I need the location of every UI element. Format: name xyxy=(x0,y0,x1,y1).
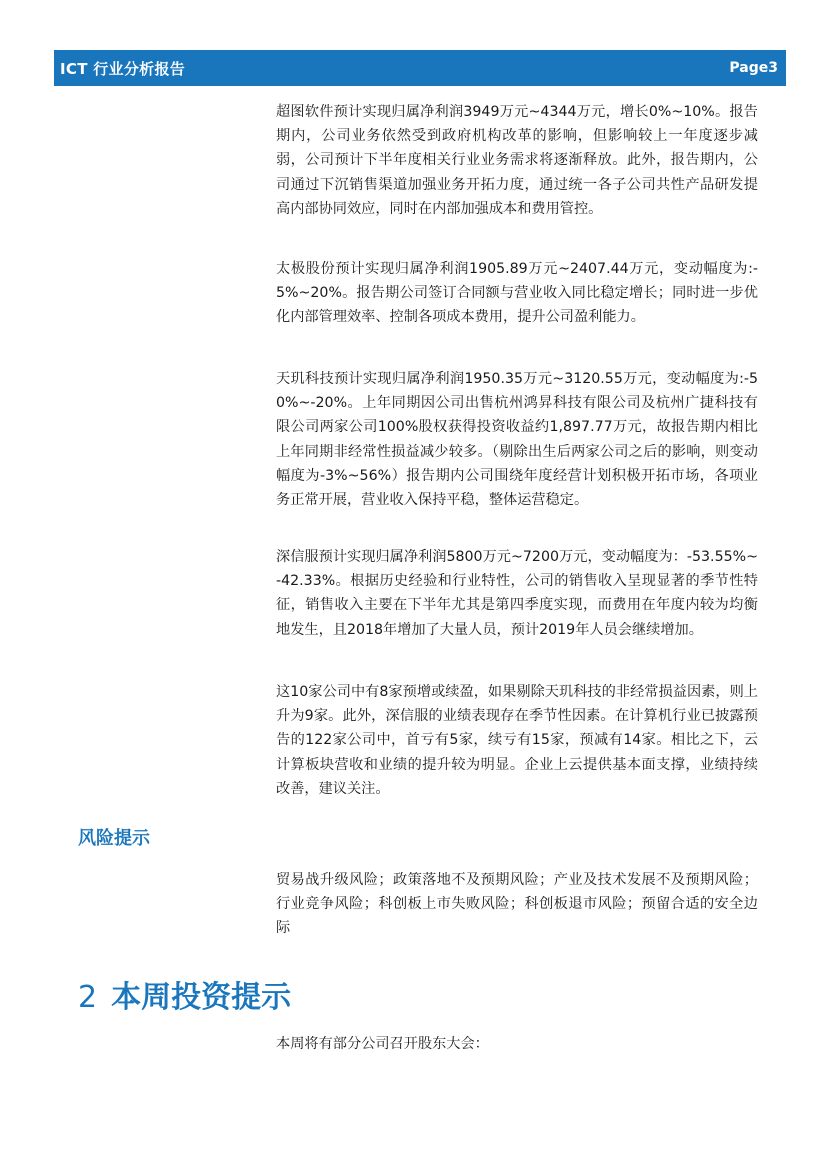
paragraph-supermap: 超图软件预计实现归属净利润3949万元~4344万元，增长0%~10%。报告期内，公司业务依然受到政府机构改革的影响，但影响较上一年度逐步减弱，公司预计下半年度相关行业业务需求将逐渐释放。此外，报告期内，公司通过下沉销售渠道加强业务开拓力度，通过统一各子公司共性产品研发提高内部协同效应，同时在内部加强成本和费用管控。 xyxy=(276,104,758,217)
risk-heading: 风险提示 xyxy=(78,828,150,849)
section-intro-text: 本周将有部分公司召开股东大会： xyxy=(276,1036,489,1052)
page-number: Page3 xyxy=(729,60,778,76)
section-heading xyxy=(78,972,291,1016)
paragraph-sangfor: 深信服预计实现归属净利润5800万元~7200万元，变动幅度为：-53.55%~-42.33%。根据历史经验和行业特性，公司的销售收入呈现显著的季节性特征，销售收入主要在下半年尤其是第四季度实现，而费用在年度内较为均衡地发生，且2018年增加了大量人员，预计2019年人员会继续增加。 xyxy=(276,549,758,638)
report-header-bar xyxy=(54,50,786,86)
section-title: 本周投资提示 xyxy=(111,980,292,1015)
paragraph-tianji: 天玑科技预计实现归属净利润1950.35万元~3120.55万元，变动幅度为:-50%~-20%。上年同期因公司出售杭州鸿昇科技有限公司及杭州广捷科技有限公司两家公司100%股权获得投资收益约1,897.77万元，故报告期内相比上年同期非经常性损益减少较多。（剔除出生后两家公司之后的影响，则变动幅度为-3%~56%）报告期内公司围绕年度经营计划积极开拓市场，各项业务正常开展，营业收入保持平稳，整体运营稳定。 xyxy=(276,371,758,509)
report-title: ICT 行业分析报告 xyxy=(60,59,186,78)
paragraph-summary: 这10家公司中有8家预增或续盈，如果剔除天玑科技的非经常损益因素，则上升为9家。此外，深信服的业绩表现存在季节性因素。在计算机行业已披露预告的122家公司中，首亏有5家，续亏有15家，预减有14家。相比之下，云计算板块营收和业绩的提升较为明显。企业上云提供基本面支撑，业绩持续改善，建议关注。 xyxy=(276,684,758,797)
section-number: 2 xyxy=(78,980,98,1015)
paragraph-taiji: 太极股份预计实现归属净利润1905.89万元~2407.44万元，变动幅度为:-5%~20%。报告期公司签订合同额与营业收入同比稳定增长；同时进一步优化内部管理效率、控制各项成本费用，提升公司盈利能力。 xyxy=(276,261,758,326)
risk-text: 贸易战升级风险；政策落地不及预期风险；产业及技术发展不及预期风险；行业竞争风险；科创板上市失败风险；科创板退市风险；预留合适的安全边际 xyxy=(276,872,758,937)
